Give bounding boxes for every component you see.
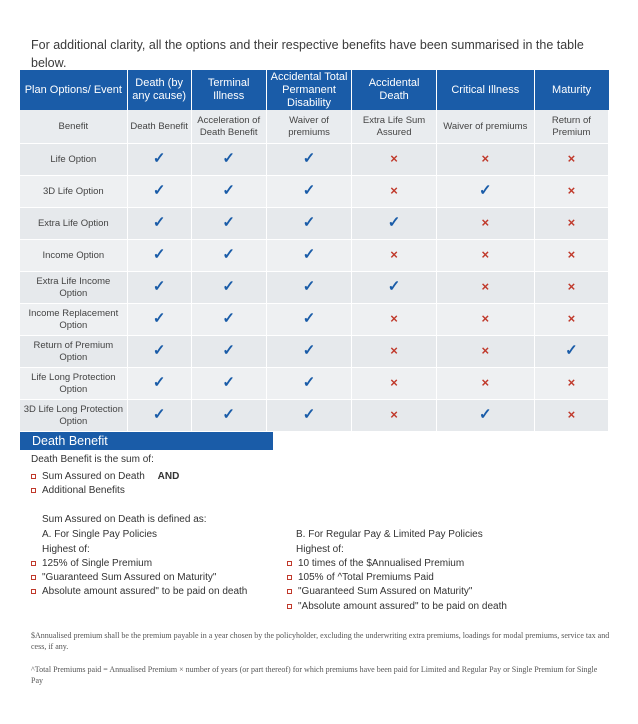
check-icon: ✓ bbox=[152, 149, 166, 167]
list-item: 10 times of the $Annualised Premium bbox=[287, 557, 464, 571]
check-icon bbox=[127, 144, 191, 176]
check-icon: ✓ bbox=[302, 373, 316, 391]
list-item: "Guaranteed Sum Assured on Maturity" bbox=[287, 585, 472, 599]
cross-icon: × bbox=[481, 246, 490, 262]
cross-icon: × bbox=[481, 214, 490, 230]
cross-icon bbox=[534, 400, 608, 432]
check-icon: ✓ bbox=[152, 373, 166, 391]
check-icon bbox=[266, 272, 352, 304]
row-label: Life Option bbox=[20, 144, 127, 176]
regular-pay-title: B. For Regular Pay & Limited Pay Policies bbox=[296, 529, 483, 540]
cross-icon: × bbox=[567, 310, 576, 326]
check-icon bbox=[127, 272, 191, 304]
check-icon bbox=[191, 272, 266, 304]
check-icon: ✓ bbox=[302, 341, 316, 359]
check-icon: ✓ bbox=[302, 245, 316, 263]
benefit-cell: Return of Premium bbox=[534, 110, 608, 144]
list-item: "Guaranteed Sum Assured on Maturity" bbox=[31, 571, 216, 585]
cross-icon bbox=[436, 240, 534, 272]
cross-icon: × bbox=[481, 310, 490, 326]
header-terminal-illness: Terminal Illness bbox=[191, 70, 266, 110]
benefit-cell: Waiver of premiums bbox=[436, 110, 534, 144]
row-label: 3D Life Long Protection Option bbox=[20, 400, 127, 432]
row-label: Extra Life Option bbox=[20, 208, 127, 240]
cross-icon bbox=[436, 208, 534, 240]
check-icon bbox=[266, 400, 352, 432]
cross-icon bbox=[534, 304, 608, 336]
benefit-cell: Death Benefit bbox=[127, 110, 191, 144]
footnote-total-premiums: ^Total Premiums paid = Annualised Premium × number of years (or part thereof) for which premiums have been paid for Limited and Regular Pay or Single Premium for Single Pay bbox=[31, 665, 598, 685]
benefit-row bbox=[20, 110, 609, 144]
check-icon bbox=[352, 272, 437, 304]
check-icon: ✓ bbox=[152, 309, 166, 327]
check-icon: ✓ bbox=[222, 181, 235, 199]
table-row bbox=[20, 144, 609, 176]
check-icon bbox=[191, 208, 266, 240]
check-icon: ✓ bbox=[478, 181, 492, 199]
check-icon bbox=[127, 208, 191, 240]
check-icon: ✓ bbox=[222, 213, 235, 231]
table-row bbox=[20, 176, 609, 208]
cross-icon: × bbox=[481, 150, 490, 166]
single-pay-highest: Highest of: bbox=[42, 544, 90, 555]
cross-icon bbox=[534, 240, 608, 272]
check-icon bbox=[266, 176, 352, 208]
cross-icon: × bbox=[481, 342, 490, 358]
check-icon: ✓ bbox=[302, 181, 316, 199]
footnote-annualised: $Annualised premium shall be the premium payable in a year chosen by the policyholder, excluding the underwriting extra premiums, loadings for modal premiums, service tax and cess, if any. bbox=[31, 631, 610, 651]
table-row bbox=[20, 368, 609, 400]
check-icon: ✓ bbox=[302, 277, 316, 295]
cross-icon bbox=[436, 336, 534, 368]
benefit-label: Benefit bbox=[20, 110, 127, 144]
cross-icon bbox=[352, 368, 437, 400]
check-icon bbox=[266, 208, 352, 240]
check-icon bbox=[127, 400, 191, 432]
table-header-row bbox=[20, 70, 609, 110]
check-icon bbox=[266, 336, 352, 368]
check-icon: ✓ bbox=[152, 277, 166, 295]
check-icon: ✓ bbox=[222, 405, 235, 423]
cross-icon bbox=[436, 368, 534, 400]
death-benefit-intro: Death Benefit is the sum of: bbox=[31, 454, 154, 465]
check-icon bbox=[191, 304, 266, 336]
row-label: Extra Life Income Option bbox=[20, 272, 127, 304]
cross-icon bbox=[436, 144, 534, 176]
check-icon bbox=[127, 176, 191, 208]
cross-icon bbox=[436, 272, 534, 304]
benefit-cell: Acceleration of Death Benefit bbox=[191, 110, 266, 144]
and-word: AND bbox=[157, 471, 180, 482]
check-icon: ✓ bbox=[152, 341, 166, 359]
header-accidental-tpd: Accidental Total Permanent Disability bbox=[266, 70, 352, 110]
cross-icon bbox=[352, 304, 437, 336]
check-icon bbox=[191, 240, 266, 272]
check-icon: ✓ bbox=[222, 309, 235, 327]
header-accidental-death: Accidental Death bbox=[352, 70, 437, 110]
list-item: Absolute amount assured" to be paid on death bbox=[31, 585, 247, 599]
cross-icon: × bbox=[390, 150, 398, 166]
cross-icon bbox=[352, 336, 437, 368]
list-item bbox=[31, 470, 179, 484]
cross-icon: × bbox=[390, 310, 398, 326]
row-label: Income Replacement Option bbox=[20, 304, 127, 336]
cross-icon: × bbox=[390, 246, 398, 262]
check-icon: ✓ bbox=[152, 213, 166, 231]
death-benefit-heading: Death Benefit bbox=[20, 432, 273, 450]
cross-icon: × bbox=[390, 342, 398, 358]
row-label: Return of Premium Option bbox=[20, 336, 127, 368]
check-icon bbox=[127, 304, 191, 336]
cross-icon: × bbox=[481, 374, 490, 390]
cross-icon bbox=[534, 368, 608, 400]
cross-icon bbox=[352, 144, 437, 176]
intro-text: For additional clarity, all the options and their respective benefits have been summarised in the table below. bbox=[31, 38, 584, 70]
table-row bbox=[20, 336, 609, 368]
cross-icon bbox=[352, 240, 437, 272]
cross-icon: × bbox=[567, 214, 576, 230]
benefit-cell: Extra Life Sum Assured bbox=[352, 110, 437, 144]
check-icon bbox=[191, 176, 266, 208]
check-icon: ✓ bbox=[222, 373, 235, 391]
cross-icon: × bbox=[390, 182, 398, 198]
check-icon: ✓ bbox=[152, 181, 166, 199]
check-icon bbox=[127, 336, 191, 368]
cross-icon bbox=[534, 272, 608, 304]
check-icon: ✓ bbox=[302, 309, 316, 327]
row-label: Income Option bbox=[20, 240, 127, 272]
check-icon: ✓ bbox=[387, 277, 401, 295]
check-icon: ✓ bbox=[302, 213, 316, 231]
list-item-text: Sum Assured on Death bbox=[42, 471, 145, 482]
header-plan-options: Plan Options/ Event bbox=[20, 70, 127, 110]
cross-icon: × bbox=[567, 150, 576, 166]
check-icon bbox=[191, 368, 266, 400]
table-row bbox=[20, 272, 609, 304]
check-icon: ✓ bbox=[302, 149, 316, 167]
cross-icon bbox=[534, 176, 608, 208]
check-icon bbox=[436, 176, 534, 208]
check-icon bbox=[127, 368, 191, 400]
list-item: Additional Benefits bbox=[31, 484, 125, 498]
check-icon: ✓ bbox=[222, 341, 235, 359]
cross-icon: × bbox=[567, 182, 576, 198]
list-item: 105% of ^Total Premiums Paid bbox=[287, 571, 434, 585]
check-icon bbox=[127, 240, 191, 272]
check-icon bbox=[191, 336, 266, 368]
check-icon: ✓ bbox=[222, 245, 235, 263]
check-icon: ✓ bbox=[478, 405, 492, 423]
check-icon: ✓ bbox=[302, 405, 316, 423]
cross-icon bbox=[352, 176, 437, 208]
check-icon: ✓ bbox=[152, 405, 166, 423]
cross-icon bbox=[534, 208, 608, 240]
cross-icon bbox=[352, 400, 437, 432]
header-critical-illness: Critical Illness bbox=[436, 70, 534, 110]
cross-icon: × bbox=[390, 374, 398, 390]
regular-pay-highest: Highest of: bbox=[296, 544, 344, 555]
check-icon bbox=[266, 240, 352, 272]
check-icon: ✓ bbox=[152, 245, 166, 263]
list-item: 125% of Single Premium bbox=[31, 557, 152, 571]
check-icon: ✓ bbox=[387, 213, 401, 231]
table-row bbox=[20, 400, 609, 432]
header-maturity: Maturity bbox=[534, 70, 608, 110]
table-row bbox=[20, 240, 609, 272]
cross-icon: × bbox=[390, 406, 398, 422]
list-item: "Absolute amount assured" to be paid on death bbox=[287, 600, 507, 614]
check-icon bbox=[352, 208, 437, 240]
check-icon: ✓ bbox=[565, 341, 578, 359]
cross-icon bbox=[436, 304, 534, 336]
header-death: Death (by any cause) bbox=[127, 70, 191, 110]
row-label: Life Long Protection Option bbox=[20, 368, 127, 400]
table-row bbox=[20, 208, 609, 240]
check-icon bbox=[436, 400, 534, 432]
check-icon bbox=[266, 368, 352, 400]
cross-icon: × bbox=[567, 406, 576, 422]
check-icon: ✓ bbox=[222, 277, 235, 295]
table-row bbox=[20, 304, 609, 336]
cross-icon: × bbox=[567, 374, 576, 390]
single-pay-title: A. For Single Pay Policies bbox=[42, 529, 158, 540]
check-icon bbox=[534, 336, 608, 368]
options-table bbox=[20, 70, 609, 431]
check-icon: ✓ bbox=[222, 149, 235, 167]
cross-icon bbox=[534, 144, 608, 176]
benefit-cell: Waiver of premiums bbox=[266, 110, 352, 144]
check-icon bbox=[266, 304, 352, 336]
defined-as-heading: Sum Assured on Death is defined as: bbox=[42, 514, 207, 525]
row-label: 3D Life Option bbox=[20, 176, 127, 208]
check-icon bbox=[191, 400, 266, 432]
cross-icon: × bbox=[481, 278, 490, 294]
cross-icon: × bbox=[567, 246, 576, 262]
cross-icon: × bbox=[567, 278, 576, 294]
check-icon bbox=[191, 144, 266, 176]
check-icon bbox=[266, 144, 352, 176]
